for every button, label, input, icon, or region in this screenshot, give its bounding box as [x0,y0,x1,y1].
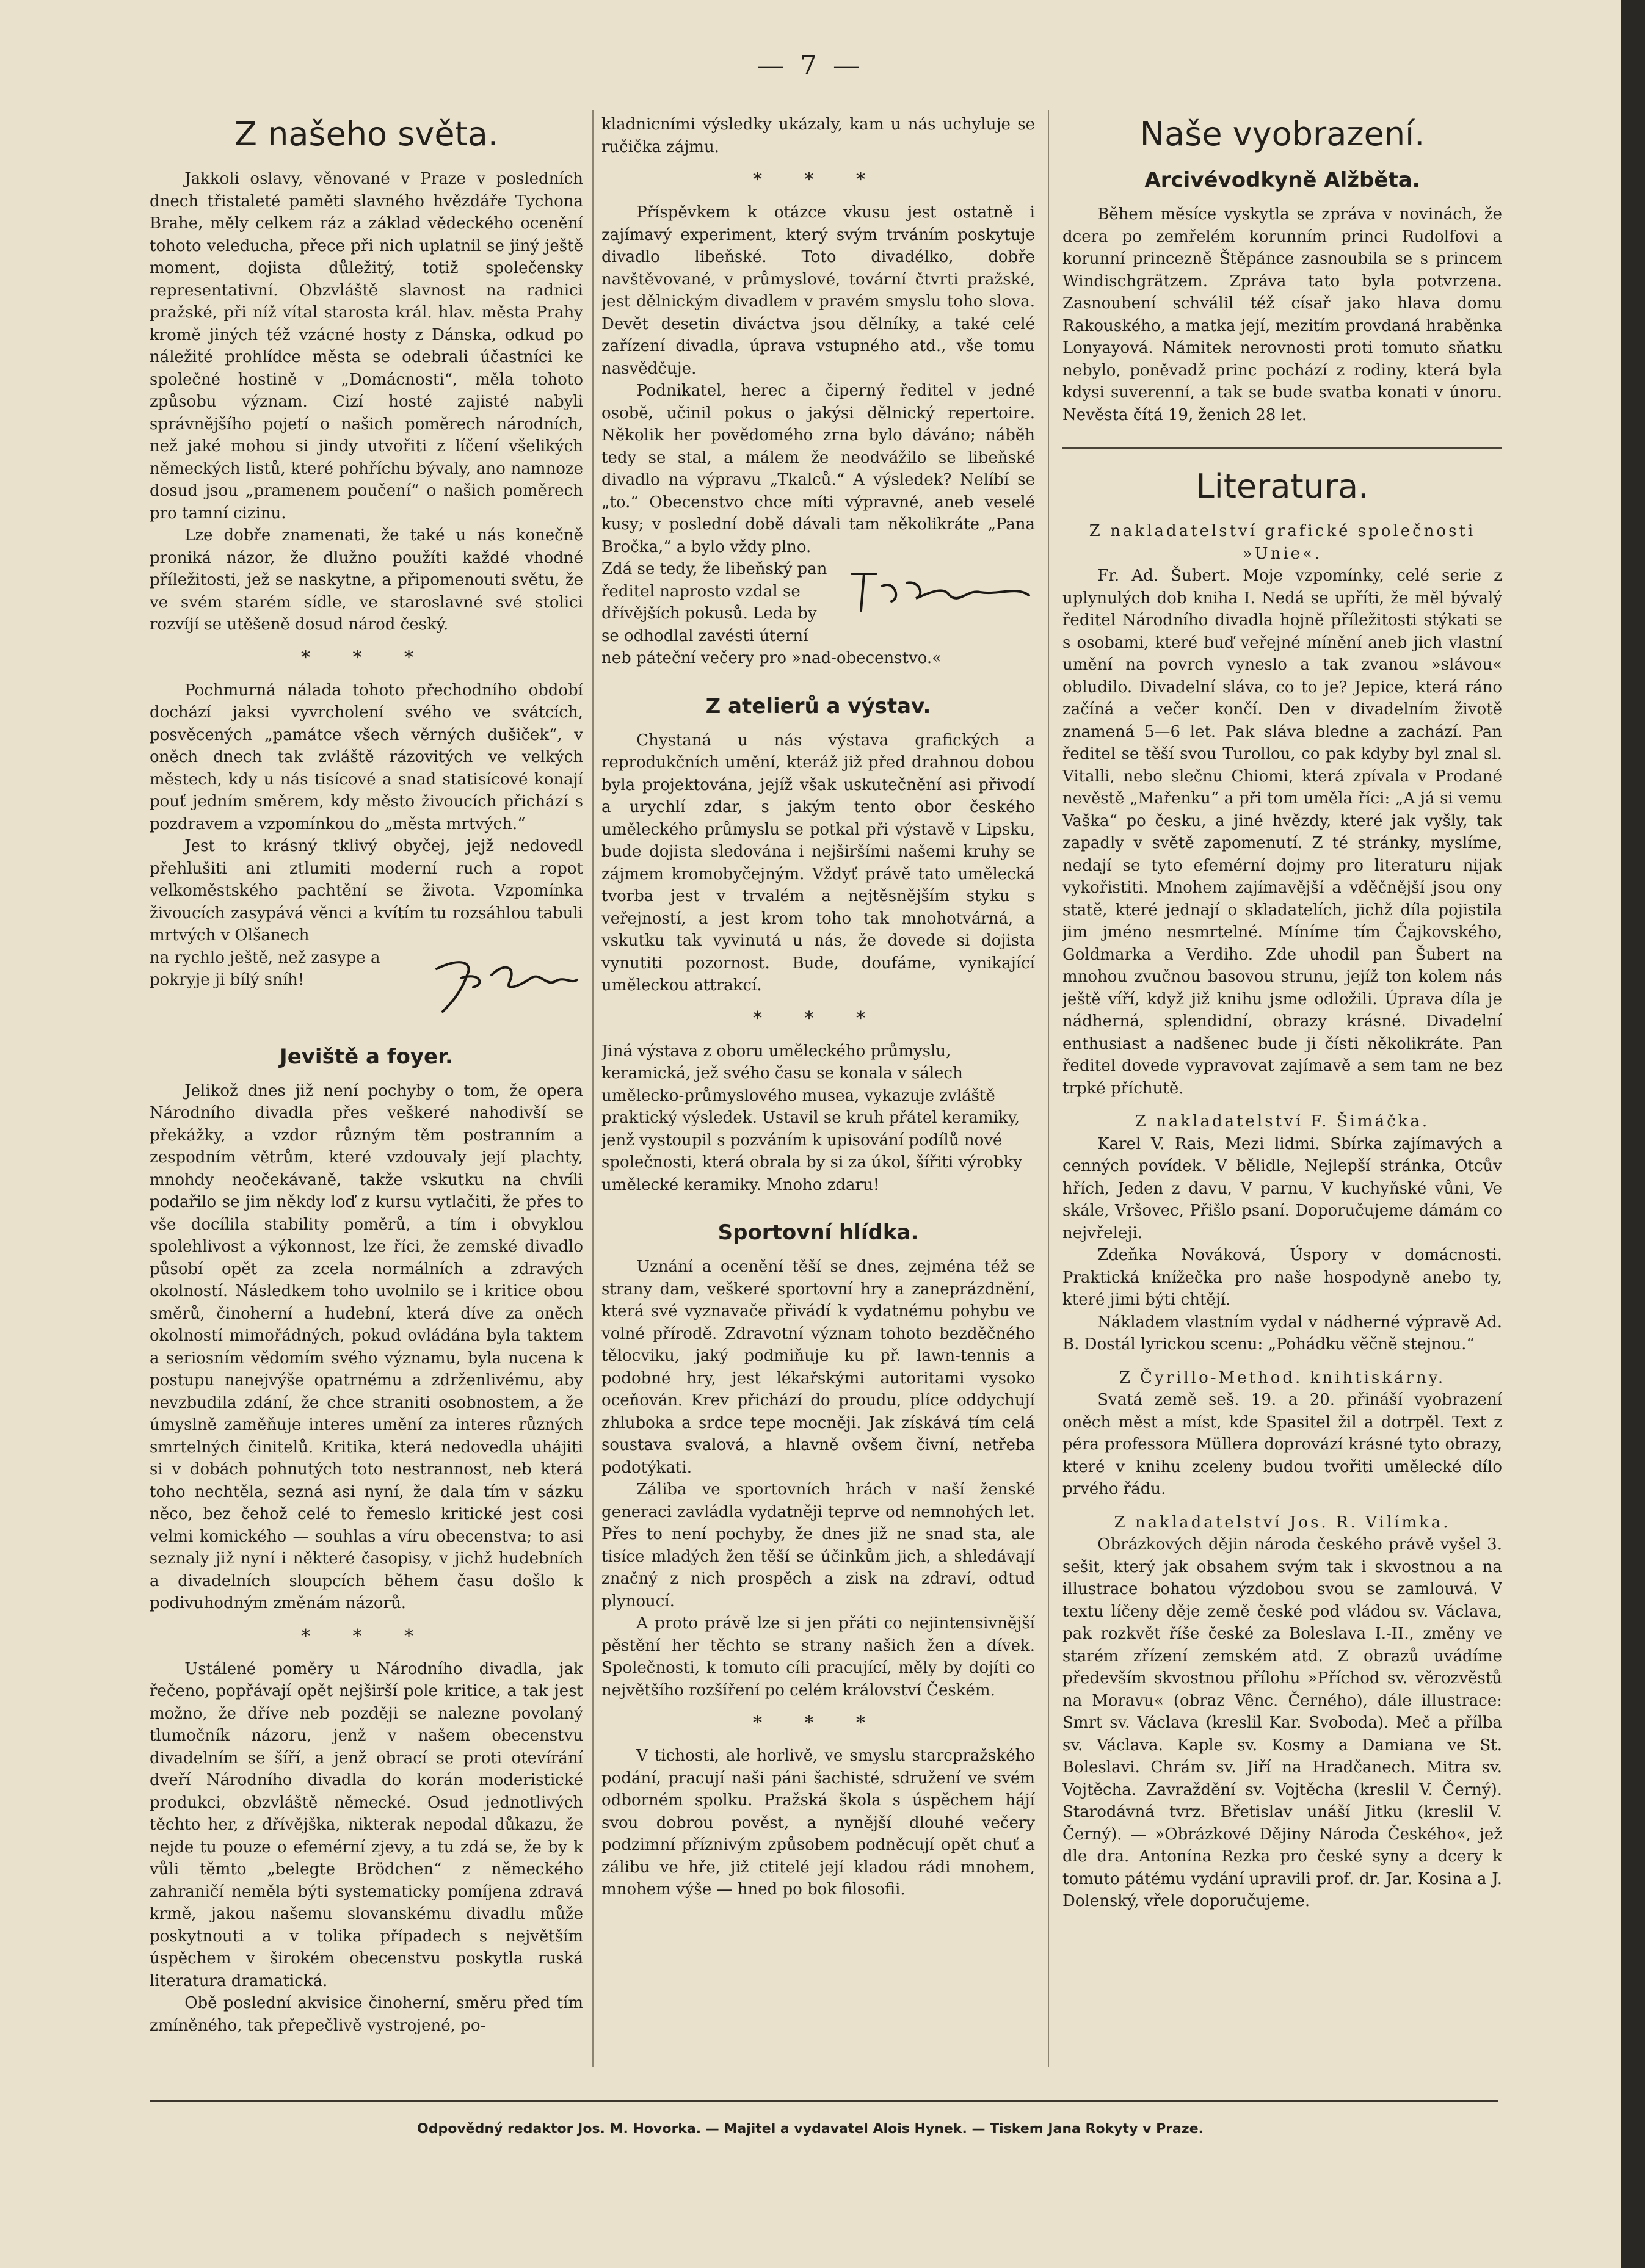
section-heading-nase-vyobrazeni: Naše vyobrazení. [1139,115,1425,153]
publisher-heading: Z nakladatelství Jos. R. Vilímka. [1114,1513,1451,1532]
column-3 [1062,104,1502,2085]
publisher-heading: Z nakladatelství F. Šimáčka. [1135,1112,1430,1131]
paragraph: Zdá se tedy, že libeňský pan ředitel naprosto vzdal se dřívějších pokusů. Leda by se odhodlal zavésti úterní neb páteční večery pro »nad-obecenstvo.« [601,560,942,667]
paragraph: kladnicními výsledky ukázaly, kam u nás uchyluje se ručička zájmu. [601,115,1035,156]
paragraph: Uznání a ocenění těší se dnes, zejména též se strany dam, veškeré sportovní hry a zaneprázdnění, která své vyznavače přivádí k vydatnému pohybu ve volné přírodě. Zdravotní význam tohoto bezděčného tělocviku, jaký podmiňuje ku př. lawn-tennis a podobné hry, jest lékařskými autoritami vysoko oceňován. Krev přichází do proudu, plíce oddychují zhluboka a srdce tepe mocněji. Jak získává tím celá soustava svalová, a hlavně ovšem čivní, netřeba podotýkati. [601,1258,1035,1477]
section-separator: * * * [300,647,432,668]
section-separator: * * * [752,1712,884,1734]
paragraph: Zdeňka Nováková, Úspory v domácnosti. Praktická knížečka pro naše hospodyně anebo ty, které jimi býti chtějí. [1062,1246,1502,1309]
paragraph: na rychlo ještě, než zasype a pokryje ji bílý sníh! [150,948,380,989]
paragraph: Pochmurná nálada tohoto přechodního období dochází jaksi vyvrcholení svého ve svátcích, posvěcených „památce všech věrných dušiček“, v oněch dnech tak zvláště rázovitých ve velkých městech, kdy u nás tisícové a snad statisícové konají pouť jedním směrem, kdy město živoucích přichází s pozdravem a vzpomínkou do „města mrtvých.“ [150,681,583,833]
paragraph: Jakkoli oslavy, věnované v Praze v posledních dnech třistaleté paměti slavného hvězdáře Tychona Brahe, měly celkem ráz a základ vědeckého ocenění tohoto veleducha, přece při nich uplatnil se jiný ještě moment, dojista důležitý, totiž společensky representativní. Obzvláště slavnost na radnici pražské, při níž vítal starosta král. hlav. města Prahy kromě jiných též vzácné hosty z Dánska, odkud po náležité prohlídce města se odebrali účastníci ke společné hostině v „Domácnosti“, měla tohoto způsobu význam. Cizí hosté zajisté nabyli správnějšího pojetí o našich poměrech národních, než jaké mohou si jindy utvořiti z líčení všelikých německých listů, které pohříchu bývaly, ano namnoze dosud jsou „pramenem poučení“ o našich poměrech pro tamní cizinu. [150,170,583,523]
paragraph: Lze dobře znamenati, že také u nás konečně proniká názor, že dlužno použíti každé vhodné příležitosti, jež se naskytne, a připomenouti světu, že ve svém starém sídle, ve staroslavné své stolici rozvíjí se utěšeně dosud národ český. [150,526,583,634]
paragraph: Podnikatel, herec a čiperný ředitel v jedné osobě, učinil pokus o jakýsi dělnický repertoire. Několik her povědomého zrna bylo dáváno; náběh tedy se stal, a málem že neodvážilo se libeňské divadlo na výpravu „Tkalců.“ A výsledek? Nelíbí se „to.“ Obecenstvo chce míti výpravné, aneb veselé kusy; v poslední době dávali tam několikráte „Pana Bročka,“ a bylo vždy plno. [601,382,1035,556]
paragraph: Chystaná u nás výstava grafických a reprodukčních umění, kteráž již před drahnou dobou byla projektována, jejíž však uskutečnění asi přivodí a urychlí zdar, s jakým tento obor českého uměleckého průmyslu se potkal při výstavě v Lipsku, bude dojista sledována i nejširšími našemi kruhy se zájmem kromobyčejným. Vždyť právě tato umělecká tvorba jest v trvalém a nejtěsnějším styku s veřejností, a jest krom toho tak mnohotvárná, a vskutku tak vyvinutá u nás, že dovede si dojista vynutiti pozornost. Bude, doufáme, vynikající uměleckou attrakcí. [601,731,1035,995]
publisher-heading: Z nakladatelství grafické společnosti »Unie«. [1089,522,1476,563]
article-title-arcivevodkyne: Arcivévodkyně Alžběta. [1144,168,1420,192]
paragraph: Obrázkových dějin národa českého právě vyšel 3. sešit, který jak obsahem svým tak i skvostnou a na illustrace bohatou výzdobou svou se zamlouvá. V textu líčeny děje země české pod vládou sv. Václava, pak rozkvět říše české za Boleslava I.-II., změny ve starém zřízení zemském atd. Z obrazů uvádíme především skvostnou přílohu »Příchod sv. věrozvěstů na Moravu« (obraz Vênc. Černého), dále illustrace: Smrt sv. Václava (kreslil Kar. Svoboda). Meč a přílba sv. Václava. Kaple sv. Kosmy a Damiana ve St. Boleslavi. Chrám sv. Jiří na Hradčanech. Mitra sv. Vojtěcha. Zavraždění sv. Vojtěcha (kreslil V. Černý). Starodávná tvrz. Břetislav unáší Jitku (kreslil V. Černý). — »Obrázkové Dějiny Národa Českého«, jež dle dra. Antonína Rezka pro české syny a dcery k tomuto pátému vydání upravili prof. dr. Jar. Kosina a J. Dolenský, vřele doporučujeme. [1062,1535,1502,1910]
paragraph: Příspěvkem k otázce vkusu jest ostatně i zajímavý experiment, který svým trváním poskytuje divadlo libeňské. Toto divadélko, dobře navštěvované, v průmyslové, tovární čtvrti pražské, jest dělnickým divadlem v pravém smyslu toho slova. Devět desetin diváctva jsou dělníky, a také celé zařízení divadla, úprava vstupného atd., vše tomu nasvědčuje. [601,203,1035,378]
section-heading-literatura: Literatura. [1196,467,1369,505]
paragraph: Jelikož dnes již není pochyby o tom, že opera Národního divadla přes veškeré nahodivší se překážky, a vzdor různým těm postranním a zespodním větrům, které vzdouvaly její plachty, mnohdy neočekávaně, takže vskutku na chvíli podařilo se jim někdy loď z kursu vytlačiti, že přes to vše docílila stability poměrů, a tím i obvyklou spolehlivost a výkonnost, lze říci, že zemské divadlo působí opět za zcela normálních a zdravých okolností. Následkem toho uvolnilo se i kritice obou směrů, činoherní a hudební, která díve za oněch okolností mimořádných, pokud ovládána byla taktem a seriosním vědomím svého významu, byla nucena k postupu nanejvýše opatrnému a zdrženlivému, aby nevzbudila zdání, že chce straniti osobnostem, a že úmyslně zaměňuje interes umění za interes různých smrtelných činitelů. Kritika, která nedovedla uháјiti si v dobách pohnutých toto nestrannost, neb která toho nechtěla, sezná asi nyní, že dala tím v sázku něco, bez čehož celé to řemeslo kritické jest cosi velmi komického — souhlas a víru obecenstva; to asi seznaly již nyní i některé časopisy, v jichž hudebních a divadelních sloupcích během času došlo k podivuhodným změnám názorů. [150,1081,583,1612]
paragraph: Jiná výstava z oboru uměleckého průmyslu, keramická, jež svého času se konala v sálech umělecko-průmyslového musea, vykazuje zvláště praktický výsledek. Ustavil se kruh přátel keramiky, jenž vystoupil s pozváním k upisování podílů nové společnosti, která obrala by si za úkol, šířiti výrobky umělecké keramiky. Mnoho zdaru! [601,1042,1022,1194]
paragraph: Záliba ve sportovních hrách v naší ženské generaci zavládla vydatněji teprve od nemnohých let. Přes to není pochyby, že dnes již ne snad sta, ale tisíce mladých žen těší se účinkům jich, a shledávají značný z nich prospěch a zisk na zdraví, odtud plynoucí. [601,1480,1035,1610]
paragraph: V tichosti, ale horlivě, ve smyslu starcpražského podání, pracují naši páni šachisté, sdružení ve svém odborném spolku. Pražská škola s úspěchem hájí svou dobrou pověst, a nynější dlouhé večery podzimní příznivým způsobem podněcují opět chuť a zálibu ve hře, již ctitelé její kladou rádi mnohem, mnohem výše — hned po bok filosofii. [601,1747,1035,1899]
paragraph: Ustálené poměry u Národního divadla, jak řečeno, popřávají opět nejširší pole kritice, a tak jest možno, že dříve neb později se nalezne povolaný tlumočník názoru, jenž v našem obecenstvu divadelním se šíří, a jenž obrací se proti otevírání dveří Národního divadla do korán moderistické produkci, obzvláště německé. Osud jednotlivých těchto her, z dřívějška, nikterak nepodal důkazu, že nejde tu pouze o efemérní zjevy, a tu zdá se, že by k vůli těmto „belegte Brödchen“ z německého zahraničí neměla býti systematicky pomíjena zdravá krmě, jakou našemu slovanskému divadlu může poskytnouti a v tolika případech s největším úspěchem v širokém obecenstvu poskytla ruská literatura dramatická. [150,1659,583,1990]
signature-image [840,562,1035,623]
paragraph: Obě poslední akvisice činoherní, směru před tím zmíněného, tak přepečlivě vystrojené, po- [150,1994,583,2035]
section-heading-z-naseho-sveta: Z našeho světa. [234,115,498,153]
section-separator: * * * [752,169,884,190]
paragraph: Nákladem vlastním vydal v nádherné výpravě Ad. B. Dostál lyrickou scenu: „Pohádku věčně stejnou.“ [1062,1313,1502,1353]
signature-block [601,558,1035,670]
column-divider [1048,110,1049,2067]
imprint-footer: Odpovědný redaktor Jos. M. Hovorka. — Majitel a vydavatel Alois Hynek. — Tiskem Jana Rokyty v Praze. [417,2121,1204,2137]
horizontal-rule [1062,447,1502,449]
section-separator: * * * [300,1625,432,1647]
section-heading-sportovni-hlidka: Sportovní hlídka. [717,1220,919,1245]
paragraph: Během měsíce vyskytla se zpráva v novinách, že dcera po zemřelém korunním princi Rudolfovi a korunní princezně Štěpánce zasnoubila se s princem Windischgrätzem. Zpráva tato byla potvrzena. Zasnoubení schválil též císař jako hlava domu Rakouského, a matka její, mezitím provdaná hraběnka Lonyayová. Námitek nerovnosti proti tomuto sňatku nebylo, poněvadž princ pochází z rodiny, která byla kdysi suverenní, a tak se bude svatba konati v únoru. Nevěsta čítá 19, ženich 28 let. [1062,205,1502,424]
signature-image [424,951,583,1018]
section-heading-jeviste: Jeviště a foyer. [280,1044,453,1069]
publisher-heading: Z Čyrillo-Method. knihtiskárny. [1119,1368,1446,1387]
column-divider [592,110,594,2067]
paragraph: Svatá země seš. 19. a 20. přináší vyobrazení oněch měst a míst, kde Spasitel žil a dotrpěl. Text z péra professora Müllera doprovází krásné tyto obrazy, které v knihu zceleny budou tvořiti umělecké dílo prvého řádu. [1062,1391,1502,1498]
column-2 [601,114,1035,2085]
paragraph: Karel V. Rais, Mezi lidmi. Sbírka zajímavých a cenných povídek. V bělidle, Nejlepší stránka, Otcův hřích, Jeden z davu, V parnu, V kuchyňské vůni, Ve skále, Vršovec, Přišlo psaní. Doporučujeme dámám co nejvřeleji. [1062,1134,1502,1242]
section-heading-z-atelieru: Z atelierů a výstav. [705,694,931,719]
paragraph: A proto právě lze si jen přáti co nejintensivnější pěstění her těchto se strany našich žen a dívek. Společnosti, k tomuto cíli pracující, měly by dojíti co největšího rozšíření po celém království Českém. [601,1614,1035,1700]
signature-block [601,1040,1035,1197]
page-number: — 7 — [757,50,863,81]
footer-rule [150,2100,1498,2102]
paragraph: Fr. Ad. Šubert. Moje vzpomínky, celé serie z uplynulých dob kniha I. Nedá se upříti, že měl bývalý ředitel Národního divadla hojně příležitosti stýkati se s osobami, které buď veřejné mínění aneb jich vlastní umění na povrch vyneslo a tak zvanou »slávou« obludilo. Divadelní sláva, co to je? Jepice, která ráno začíná a večer končí. Den v divadelním životě znamená 5—6 let. Pak sláva bledne a zachází. Pan ředitel se těší svou Turollou, co pak kdyby byl znal sl. Vitalli, nebo slečnu Chiomi, která zpívala v Prodané nevěstě „Mařenku“ a při tom uměla říci: „A já si vemu Vaška“ po česku, a jiné hvězdy, které jak vyšly, tak zapadly v světě zapomenutí. Z té stránky, myslíme, nedají se tyto efemérní dojmy pro literaturu nijak vykořistiti. Mnohem zajímavější a vděčnější jsou ony statě, které jednají o skladatelích, jichž díla pojistila jim jméno nesmrtelné. Míníme tím Čajkovského, Goldmarka a Verdiho. Zde uhodil pan Šubert na mnohou zvučnou basovou strunu, jejíž ton kolem nás ještě víří, když již knihu jsme odložili. Úprava díla je nádherná, splendidní, obrazy krásné. Divadelní enthusiast a nadšenec bude ji čísti několikráte. Pan ředitel dovede vypravovat zajímavě a sem tam ne bez trpké příchutě. [1062,567,1502,1098]
signature-block [150,947,583,1020]
column-1 [150,104,583,2085]
section-separator: * * * [752,1007,884,1029]
paragraph: Jest to krásný tklivý obyčej, jejž nedovedl přehlušiti ani ztlumiti moderní ruch a ropot velkoměstského pachtění se života. Vzpomínka živoucích zasypává věnci a kvítím tu rozsáhlou tabuli mrtvých v Olšanech [150,837,583,944]
